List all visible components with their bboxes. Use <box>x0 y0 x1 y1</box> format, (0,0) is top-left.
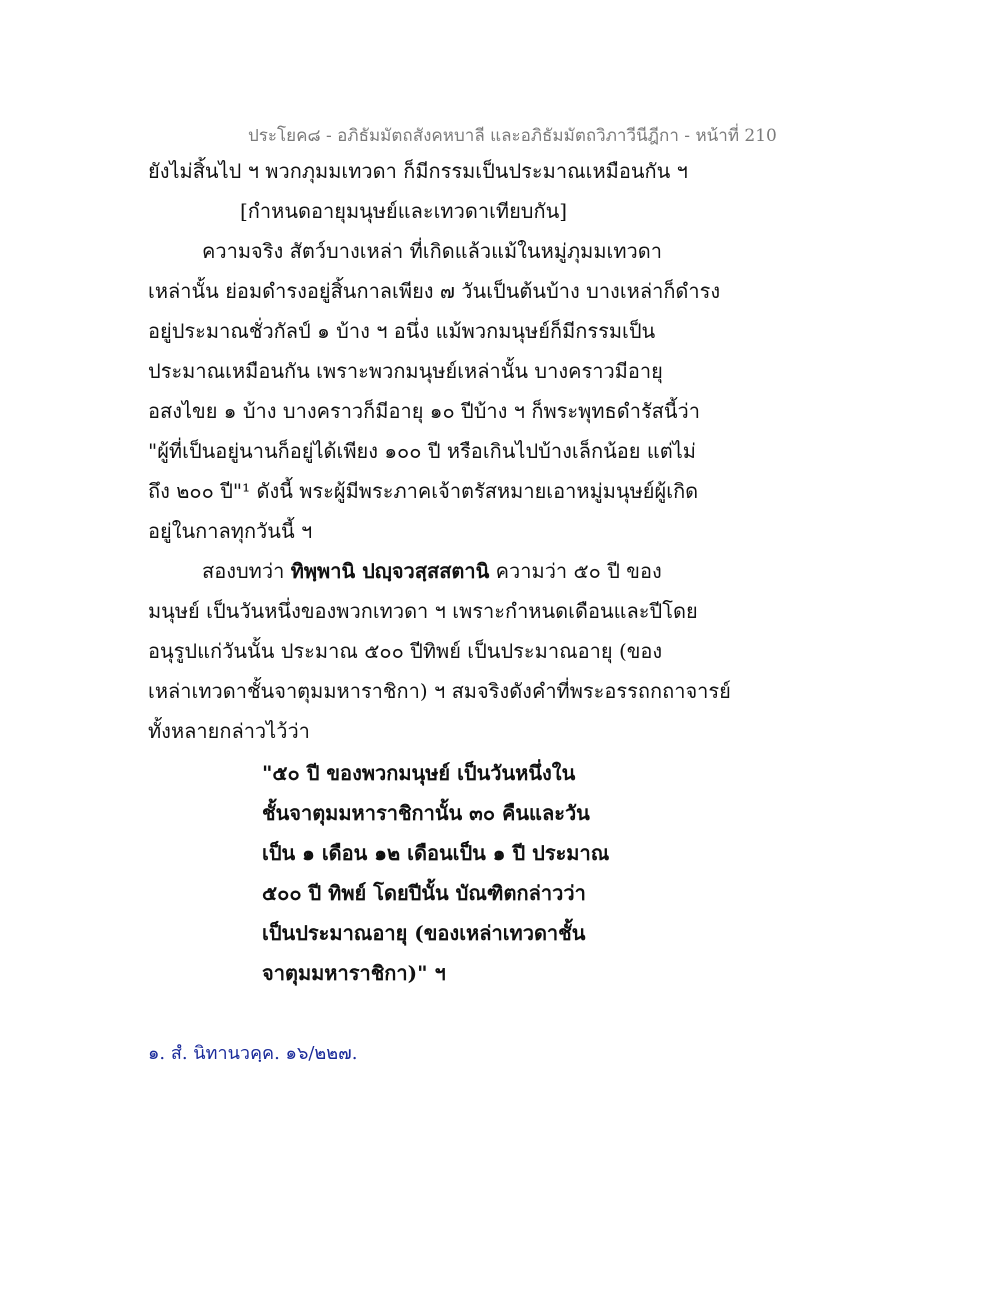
body-line <box>202 556 662 586</box>
body-line: ความจริง สัตว์บางเหล่า ที่เกิดแล้วแม้ในหมู่ภุมมเทวดา <box>202 239 662 263</box>
body-text: ความว่า ๕๐ ปี ของ <box>489 559 662 583</box>
section-heading: [กำหนดอายุมนุษย์และเทวดาเทียบกัน] <box>240 199 568 223</box>
pali-term: ทิพฺพานิ ปญฺจวสฺสสตานิ <box>290 559 490 583</box>
body-line: ถึง ๒๐๐ ปี"¹ ดังนี้ พระผู้มีพระภาคเจ้าตรัสหมายเอาหมู่มนุษย์ผู้เกิด <box>148 479 699 503</box>
body-line: ยังไม่สิ้นไป ฯ พวกภุมมเทวดา ก็มีกรรมเป็นประมาณเหมือนกัน ฯ <box>148 159 688 183</box>
body-text: สองบทว่า <box>202 559 291 583</box>
body-line: อยู่ในกาลทุกวันนี้ ฯ <box>148 519 313 543</box>
body-line: อนุรูปแก่วันนั้น ประมาณ ๕๐๐ ปีทิพย์ เป็นประมาณอายุ (ของ <box>148 639 663 663</box>
verse-line: ๕๐๐ ปี ทิพย์ โดยปีนั้น บัณฑิตกล่าวว่า <box>262 881 586 905</box>
verse-line: ชั้นจาตุมมหาราชิกานั้น ๓๐ คืนและวัน <box>262 801 590 825</box>
verse-line: เป็นประมาณอายุ (ของเหล่าเทวดาชั้น <box>262 921 586 945</box>
body-line: ทั้งหลายกล่าวไว้ว่า <box>148 719 310 743</box>
body-line: มนุษย์ เป็นวันหนึ่งของพวกเทวดา ฯ เพราะกำหนดเดือนและปีโดย <box>148 599 698 623</box>
body-line: ประมาณเหมือนกัน เพราะพวกมนุษย์เหล่านั้น บางคราวมีอายุ <box>148 359 663 383</box>
verse-line: เป็น ๑ เดือน ๑๒ เดือนเป็น ๑ ปี ประมาณ <box>262 841 610 865</box>
body-line: เหล่าเทวดาชั้นจาตุมมหาราชิกา) ฯ สมจริงดังคำที่พระอรรถกถาจารย์ <box>148 679 731 703</box>
verse-line: จาตุมมหาราชิกา)" ฯ <box>262 961 446 985</box>
verse-line: "๕๐ ปี ของพวกมนุษย์ เป็นวันหนึ่งใน <box>262 761 576 785</box>
body-line: อยู่ประมาณชั่วกัลป์ ๑ บ้าง ฯ อนึ่ง แม้พวกมนุษย์ก็มีกรรมเป็น <box>148 319 656 343</box>
body-line: เหล่านั้น ย่อมดำรงอยู่สิ้นกาลเพียง ๗ วันเป็นต้นบ้าง บางเหล่าก็ดำรง <box>148 279 721 303</box>
body-line: อสงไขย ๑ บ้าง บางคราวก็มีอายุ ๑๐ ปีบ้าง ฯ ก็พระพุทธดำรัสนี้ว่า <box>148 399 701 423</box>
page-header: ประโยค๘ - อภิธัมมัตถสังคหบาลี และอภิธัมมัตถวิภาวีนีฎีกา - หน้าที่ 210 <box>248 126 777 146</box>
body-line: "ผู้ที่เป็นอยู่นานก็อยู่ได้เพียง ๑๐๐ ปี หรือเกินไปบ้างเล็กน้อย แต่ไม่ <box>148 439 696 463</box>
footnote: ๑. สํ. นิทานวคฺค. ๑๖/๒๒๗. <box>148 1043 358 1064</box>
